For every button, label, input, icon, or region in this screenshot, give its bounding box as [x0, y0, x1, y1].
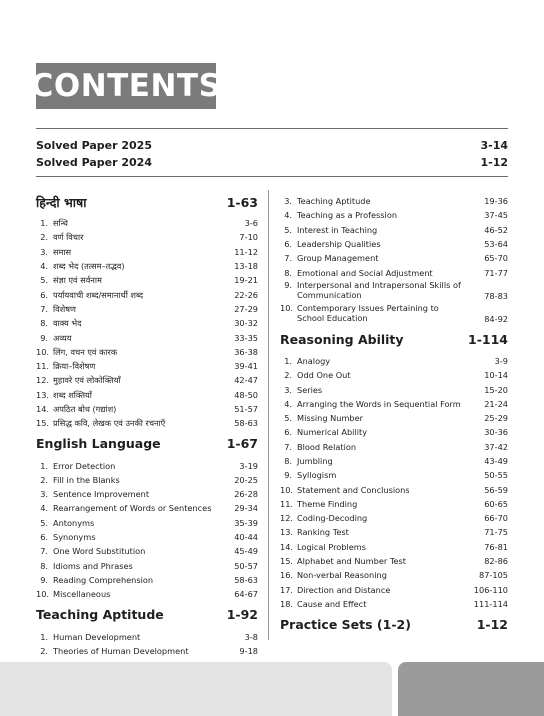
- toc-entry-number: 5.: [284, 413, 292, 424]
- toc-entry-label-group: [36, 646, 189, 656]
- toc-entry-number: 6.: [40, 289, 48, 300]
- toc-entry-number: 6.: [284, 239, 292, 250]
- toc-entry-pages: 53-64: [484, 239, 508, 250]
- toc-entry[interactable]: [36, 487, 258, 501]
- toc-entry-number: 15.: [36, 418, 50, 429]
- toc-entry-number: 8.: [284, 456, 292, 466]
- toc-entry-number: 11.: [280, 498, 294, 509]
- toc-entry[interactable]: [280, 397, 508, 411]
- toc-entry-title: प्रसिद्ध कवि, लेखक एवं उनकी रचनाएँ: [53, 418, 166, 429]
- toc-entry-number: 6.: [40, 532, 48, 543]
- toc-entry-pages: 30-32: [234, 318, 258, 329]
- toc-entry-number: 2.: [40, 474, 48, 485]
- toc-entry-pages: 19-21: [234, 275, 258, 286]
- toc-entry-title: Series: [297, 384, 323, 395]
- toc-entry-title: Human Development: [53, 631, 141, 642]
- toc-entry-title: Teaching as a Profession: [297, 210, 398, 221]
- toc-entry-pages: 48-50: [234, 389, 258, 400]
- toc-entry-number: 18.: [280, 598, 294, 609]
- reasoning-list: [280, 354, 508, 611]
- toc-entry-pages: 84-92: [484, 313, 508, 324]
- toc-entry-title: क्रिया–विशेषण: [53, 361, 96, 372]
- toc-entry-number: 1.: [284, 355, 292, 366]
- toc-entry-number: 10.: [36, 589, 50, 600]
- toc-entry-pages: 33-35: [234, 332, 258, 343]
- toc-entry-number: 15.: [280, 556, 294, 567]
- toc-entry-number: 4.: [40, 503, 48, 514]
- toc-entry-pages: 87-105: [478, 570, 508, 581]
- toc-entry-title: Direction and Distance: [297, 584, 391, 595]
- section-pages: 1-92: [226, 607, 258, 623]
- toc-entry-title: वर्ण विचार: [53, 232, 84, 243]
- toc-entry-label-group: [280, 385, 322, 395]
- toc-entry-label-group: [36, 489, 149, 499]
- section-pages: 1-114: [468, 331, 508, 347]
- toc-entry[interactable]: [280, 454, 508, 468]
- toc-entry-number: 8.: [40, 318, 48, 329]
- toc-entry-number: 7.: [40, 303, 48, 314]
- toc-entry-number: 9.: [40, 332, 48, 343]
- toc-entry[interactable]: [36, 587, 258, 601]
- toc-entry-label-group: [36, 333, 72, 343]
- toc-entry-label-group: [36, 575, 153, 585]
- toc-entry-number: 7.: [284, 441, 292, 452]
- toc-entry[interactable]: [280, 468, 508, 482]
- toc-entry[interactable]: [36, 516, 258, 530]
- toc-entry-number: 3.: [284, 196, 292, 207]
- toc-entry[interactable]: [36, 230, 258, 244]
- toc-entry-pages: 3-8: [244, 631, 258, 642]
- section-heading-reasoning[interactable]: [280, 332, 508, 354]
- toc-entry-label-group: [36, 546, 145, 556]
- toc-entry-label-group: [36, 232, 83, 242]
- toc-entry-pages: 42-47: [234, 375, 258, 386]
- toc-entry-label-group: [36, 475, 120, 485]
- toc-entry[interactable]: [280, 194, 508, 208]
- toc-entry[interactable]: [280, 440, 508, 454]
- toc-entry-pages: 71-75: [484, 527, 508, 538]
- toc-entry-title: Error Detection: [53, 460, 116, 471]
- toc-entry[interactable]: [36, 416, 258, 430]
- toc-entry-pages: 65-70: [484, 253, 508, 264]
- toc-entry-title: Jumbling: [297, 456, 333, 466]
- solved-paper-2024-row[interactable]: [36, 156, 508, 169]
- toc-entry-label-group: [36, 347, 117, 357]
- toc-entry-number: 16.: [280, 570, 294, 581]
- toc-entry[interactable]: [280, 303, 508, 326]
- toc-entry[interactable]: [280, 251, 508, 265]
- section-title: हिन्दी भाषा: [36, 195, 87, 210]
- toc-entry-label-group: [280, 196, 371, 206]
- section-title: Practice Sets (1-2): [280, 617, 411, 633]
- toc-entry-label-group: [36, 290, 143, 300]
- toc-entry-pages: 60-65: [484, 498, 508, 509]
- toc-entry-number: 5.: [40, 275, 48, 286]
- toc-entry-pages: 36-38: [234, 346, 258, 357]
- toc-entry[interactable]: [36, 287, 258, 301]
- section-heading-hindi[interactable]: [36, 194, 258, 216]
- toc-entry-label-group: [280, 253, 378, 263]
- toc-entry-number: 8.: [284, 267, 292, 278]
- toc-entry-title: Statement and Conclusions: [297, 484, 410, 495]
- section-heading-teaching[interactable]: [36, 607, 258, 629]
- toc-entry-label-group: [280, 456, 333, 466]
- toc-entry-label-group: [280, 542, 366, 552]
- toc-entry-number: 5.: [284, 224, 292, 235]
- solved-paper-label: Solved Paper 2024: [36, 156, 152, 169]
- toc-entry-number: 9.: [284, 279, 292, 290]
- toc-entry-number: 1.: [40, 218, 48, 229]
- section-pages: 1-12: [476, 617, 508, 633]
- toc-entry-title: Cause and Effect: [297, 598, 367, 609]
- toc-entry-label-group: [36, 218, 68, 228]
- toc-entry-title: मुहावरे एवं लोकोक्तियाँ: [53, 375, 121, 386]
- toc-entry-number: 9.: [284, 470, 292, 481]
- section-title: Teaching Aptitude: [36, 607, 164, 623]
- section-heading-practice[interactable]: [280, 617, 508, 639]
- toc-entry-pages: 9-18: [239, 645, 258, 656]
- toc-entry-label-group: [36, 247, 71, 257]
- toc-entry-title: विशेषण: [53, 303, 76, 314]
- toc-entry-title: Synonyms: [53, 532, 96, 543]
- toc-entry-number: 8.: [40, 560, 48, 571]
- toc-entry-pages: 3-6: [244, 218, 258, 229]
- toc-entry-pages: 78-83: [484, 290, 508, 301]
- toc-entry-number: 4.: [40, 261, 48, 272]
- toc-entry-label-group: [36, 503, 211, 513]
- toc-entry[interactable]: [36, 473, 258, 487]
- toc-entry-pages: 50-55: [484, 470, 508, 481]
- toc-entry-title: शब्द भेद (तत्सम–तद्भव): [53, 261, 125, 272]
- toc-entry[interactable]: [280, 568, 508, 582]
- toc-entry-label-group: [280, 570, 387, 580]
- toc-entry-label-group: [36, 390, 92, 400]
- toc-entry-number: 3.: [40, 246, 48, 257]
- toc-entry[interactable]: [36, 501, 258, 515]
- toc-entry-number: 6.: [284, 427, 292, 438]
- column-divider: [268, 190, 269, 640]
- toc-entry[interactable]: [36, 259, 258, 273]
- toc-entry-title: Blood Relation: [297, 441, 357, 452]
- toc-entry[interactable]: [36, 302, 258, 316]
- toc-entry-title: संज्ञा एवं सर्वनाम: [53, 275, 102, 286]
- toc-entry-number: 17.: [280, 584, 294, 595]
- toc-entry-pages: 37-42: [484, 441, 508, 452]
- toc-entry-number: 4.: [284, 210, 292, 221]
- toc-entry[interactable]: [280, 525, 508, 539]
- toc-entry-label-group: [36, 318, 82, 328]
- solved-paper-label: Solved Paper 2025: [36, 139, 152, 152]
- toc-entry[interactable]: [36, 373, 258, 387]
- toc-entry[interactable]: [36, 544, 258, 558]
- toc-entry-number: 3.: [284, 384, 292, 395]
- toc-entry[interactable]: [36, 559, 258, 573]
- left-column: [36, 194, 258, 658]
- toc-entry-number: 12.: [280, 513, 294, 524]
- toc-entry-title: Arranging the Words in Sequential Form: [297, 398, 461, 409]
- section-title: English Language: [36, 436, 161, 452]
- toc-entry-title: अपठित बोध (गद्यांश): [53, 404, 117, 414]
- toc-entry[interactable]: [280, 597, 508, 611]
- toc-entry-label-group: [280, 485, 410, 495]
- toc-entry-label-group: [36, 304, 76, 314]
- toc-entry-label-group: [280, 268, 433, 278]
- toc-entry-title: लिंग, वचन एवं कारक: [53, 346, 118, 357]
- toc-entry-title: Syllogism: [297, 470, 337, 481]
- toc-entry-title: शब्द शक्तियाँ: [53, 389, 92, 400]
- toc-entry-pages: 66-70: [484, 513, 508, 524]
- toc-entry-pages: 10-14: [484, 370, 508, 381]
- toc-entry-number: 9.: [40, 574, 48, 585]
- toc-entry-pages: 20-25: [234, 474, 258, 485]
- toc-entry-pages: 30-36: [484, 427, 508, 438]
- teaching-list-continued: [280, 194, 508, 326]
- toc-entry-title: Interpersonal and Intrapersonal Skills of Communication: [297, 279, 461, 301]
- section-title: Reasoning Ability: [280, 331, 404, 347]
- toc-entry-pages: 43-49: [484, 456, 508, 466]
- toc-entry-pages: 71-77: [484, 267, 508, 278]
- toc-entry-label-group: [280, 225, 377, 235]
- teaching-list: [36, 629, 258, 658]
- toc-entry-label-group: [36, 632, 140, 642]
- toc-entry[interactable]: [280, 583, 508, 597]
- bottom-divider: [36, 176, 508, 177]
- toc-entry-title: Rearrangement of Words or Sentences: [53, 503, 212, 514]
- toc-entry-pages: 3-9: [494, 355, 508, 366]
- toc-entry[interactable]: [280, 280, 508, 303]
- toc-entry-pages: 58-63: [234, 574, 258, 585]
- toc-entry-label-group: [280, 527, 349, 537]
- toc-entry-pages: 58-63: [234, 418, 258, 429]
- toc-entry-label-group: [280, 499, 357, 509]
- toc-entry-label-group: [280, 413, 363, 423]
- toc-entry-title: Odd One Out: [297, 370, 351, 381]
- toc-entry-pages: 111-114: [473, 598, 508, 609]
- toc-entry-number: 2.: [40, 645, 48, 656]
- toc-entry-title: Alphabet and Number Test: [297, 556, 406, 567]
- toc-entry-label-group: [280, 585, 390, 595]
- toc-entry-label-group: [280, 442, 356, 452]
- toc-entry[interactable]: [280, 382, 508, 396]
- toc-entry[interactable]: [36, 245, 258, 259]
- toc-entry-label-group: [36, 589, 110, 599]
- toc-entry-label-group: [280, 427, 367, 437]
- toc-entry-title: Non-verbal Reasoning: [297, 570, 387, 581]
- toc-entry-title: Theories of Human Development: [53, 645, 189, 656]
- toc-entry[interactable]: [280, 482, 508, 496]
- toc-entry-title: सन्धि: [53, 218, 68, 229]
- solved-paper-2025-row[interactable]: [36, 139, 508, 152]
- toc-entry-title: Analogy: [297, 355, 331, 366]
- toc-entry-pages: 51-57: [234, 404, 258, 414]
- toc-entry[interactable]: [280, 208, 508, 222]
- toc-entry-pages: 76-81: [484, 541, 508, 552]
- toc-entry[interactable]: [36, 330, 258, 344]
- toc-entry-title: Leadership Qualities: [297, 239, 381, 250]
- toc-entry-number: 12.: [36, 375, 50, 386]
- toc-entry[interactable]: [36, 644, 258, 658]
- toc-entry-pages: 7-10: [239, 232, 258, 243]
- section-pages: 1-67: [226, 436, 258, 452]
- toc-entry-title: Group Management: [297, 253, 379, 264]
- toc-entry-label-group: [280, 210, 397, 220]
- toc-entry-number: 13.: [280, 527, 294, 538]
- toc-entry-pages: 40-44: [234, 532, 258, 543]
- solved-paper-pages: 3-14: [480, 139, 508, 152]
- toc-entry-pages: 21-24: [484, 398, 508, 409]
- toc-entry-label-group: [36, 518, 94, 528]
- toc-entry-title: Emotional and Social Adjustment: [297, 267, 433, 278]
- toc-entry-title: Teaching Aptitude: [297, 196, 371, 207]
- hindi-list: [36, 216, 258, 430]
- toc-entry[interactable]: [36, 273, 258, 287]
- toc-entry-title: Contemporary Issues Pertaining to School Education: [297, 302, 439, 324]
- toc-entry[interactable]: [280, 265, 508, 279]
- toc-entry-title: Antonyms: [53, 517, 95, 528]
- toc-entry-label-group: [36, 532, 96, 542]
- toc-entry-pages: 64-67: [234, 589, 258, 600]
- toc-entry-number: 14.: [280, 541, 294, 552]
- toc-entry[interactable]: [36, 402, 258, 416]
- toc-entry[interactable]: [36, 216, 258, 230]
- toc-entry-number: 4.: [284, 398, 292, 409]
- toc-entry-title: अव्यय: [53, 332, 72, 343]
- toc-entry-number: 10.: [280, 302, 294, 313]
- toc-entry-title: Theme Finding: [297, 498, 358, 509]
- toc-entry-number: 1.: [40, 631, 48, 642]
- toc-entry[interactable]: [280, 237, 508, 251]
- toc-entry-pages: 27-29: [234, 303, 258, 314]
- toc-entry-number: 10.: [36, 346, 50, 357]
- toc-entry-number: 7.: [40, 546, 48, 557]
- toc-entry-label-group: [280, 370, 351, 380]
- toc-entry-title: Missing Number: [297, 413, 364, 424]
- toc-entry-title: Idioms and Phrases: [53, 560, 133, 571]
- toc-entry-pages: 19-36: [484, 196, 508, 207]
- toc-entry-title: Fill in the Blanks: [53, 474, 120, 485]
- toc-entry[interactable]: [36, 629, 258, 643]
- toc-entry-pages: 35-39: [234, 517, 258, 528]
- section-heading-english[interactable]: [36, 436, 258, 458]
- toc-entry[interactable]: [36, 359, 258, 373]
- toc-entry[interactable]: [280, 368, 508, 382]
- toc-entry-number: 11.: [36, 361, 50, 372]
- toc-entry-pages: 13-18: [234, 261, 258, 272]
- toc-entry-title: Interest in Teaching: [297, 224, 378, 235]
- toc-entry-label-group: [36, 461, 115, 471]
- toc-entry[interactable]: [36, 388, 258, 402]
- toc-entry[interactable]: [280, 354, 508, 368]
- toc-entry-title: Coding-Decoding: [297, 513, 368, 524]
- solved-paper-pages: 1-12: [480, 156, 508, 169]
- right-column: [280, 194, 508, 639]
- toc-entry-pages: 39-41: [234, 361, 258, 372]
- toc-entry[interactable]: [36, 530, 258, 544]
- top-divider: [36, 128, 508, 129]
- toc-entry-title: पर्यायवाची शब्द/समानार्थी शब्द: [53, 289, 144, 300]
- toc-entry-pages: 37-45: [484, 210, 508, 221]
- toc-entry-pages: 3-19: [239, 460, 258, 471]
- toc-entry-label-group: [36, 275, 102, 285]
- footer-band-right: [398, 662, 544, 716]
- toc-entry[interactable]: [36, 316, 258, 330]
- toc-entry-label-group: [280, 303, 467, 324]
- toc-entry-number: 2.: [284, 370, 292, 381]
- toc-entry[interactable]: [280, 511, 508, 525]
- toc-entry-label-group: [280, 399, 461, 409]
- toc-entry-pages: 15-20: [484, 384, 508, 395]
- toc-entry-title: Numerical Ability: [297, 427, 368, 438]
- page-title: CONTENTS: [36, 63, 216, 109]
- toc-entry[interactable]: [280, 540, 508, 554]
- toc-entry-pages: 29-34: [234, 503, 258, 514]
- toc-entry-label-group: [280, 556, 406, 566]
- toc-entry[interactable]: [36, 573, 258, 587]
- toc-entry-number: 2.: [40, 232, 48, 243]
- toc-entry-pages: 25-29: [484, 413, 508, 424]
- toc-entry-title: Ranking Test: [297, 527, 349, 538]
- toc-entry-title: One Word Substitution: [53, 546, 146, 557]
- toc-entry-number: 7.: [284, 253, 292, 264]
- toc-entry-pages: 50-57: [234, 560, 258, 571]
- toc-entry-label-group: [280, 513, 367, 523]
- toc-entry-label-group: [280, 280, 467, 301]
- toc-entry-number: 10.: [280, 484, 294, 495]
- toc-entry[interactable]: [280, 497, 508, 511]
- toc-entry-title: Reading Comprehension: [53, 574, 154, 585]
- toc-entry-number: 3.: [40, 489, 48, 500]
- toc-entry-label-group: [36, 375, 121, 385]
- section-pages: 1-63: [226, 195, 258, 210]
- toc-entry-pages: 26-28: [234, 489, 258, 500]
- toc-entry-title: Miscellaneous: [53, 589, 111, 600]
- english-list: [36, 458, 258, 601]
- toc-entry-title: Sentence Improvement: [53, 489, 150, 500]
- toc-entry-title: समास: [53, 246, 72, 257]
- toc-entry-label-group: [36, 404, 116, 414]
- toc-entry-label-group: [280, 470, 336, 480]
- toc-entry-pages: 46-52: [484, 224, 508, 235]
- toc-entry[interactable]: [36, 458, 258, 472]
- toc-entry[interactable]: [280, 554, 508, 568]
- toc-entry-pages: 56-59: [484, 484, 508, 495]
- toc-entry-label-group: [36, 561, 133, 571]
- toc-entry-number: 5.: [40, 517, 48, 528]
- toc-entry[interactable]: [36, 345, 258, 359]
- footer-band-left: [0, 662, 392, 716]
- toc-entry-title: Logical Problems: [297, 541, 367, 552]
- toc-entry-pages: 11-12: [234, 246, 258, 257]
- toc-entry-number: 14.: [36, 404, 50, 414]
- toc-entry-label-group: [36, 361, 95, 371]
- toc-entry-pages: 45-49: [234, 546, 258, 557]
- toc-entry-pages: 106-110: [473, 584, 508, 595]
- toc-entry-pages: 82-86: [484, 556, 508, 567]
- toc-entry-label-group: [280, 356, 330, 366]
- toc-entry-label-group: [280, 239, 381, 249]
- toc-entry-title: वाक्य भेद: [53, 318, 82, 329]
- toc-entry[interactable]: [280, 223, 508, 237]
- toc-entry[interactable]: [280, 411, 508, 425]
- toc-entry-pages: 22-26: [234, 289, 258, 300]
- toc-entry-label-group: [36, 418, 165, 428]
- toc-entry-number: 1.: [40, 460, 48, 471]
- toc-entry-label-group: [280, 599, 366, 609]
- toc-entry-label-group: [36, 261, 125, 271]
- toc-entry[interactable]: [280, 425, 508, 439]
- toc-entry-number: 13.: [36, 389, 50, 400]
